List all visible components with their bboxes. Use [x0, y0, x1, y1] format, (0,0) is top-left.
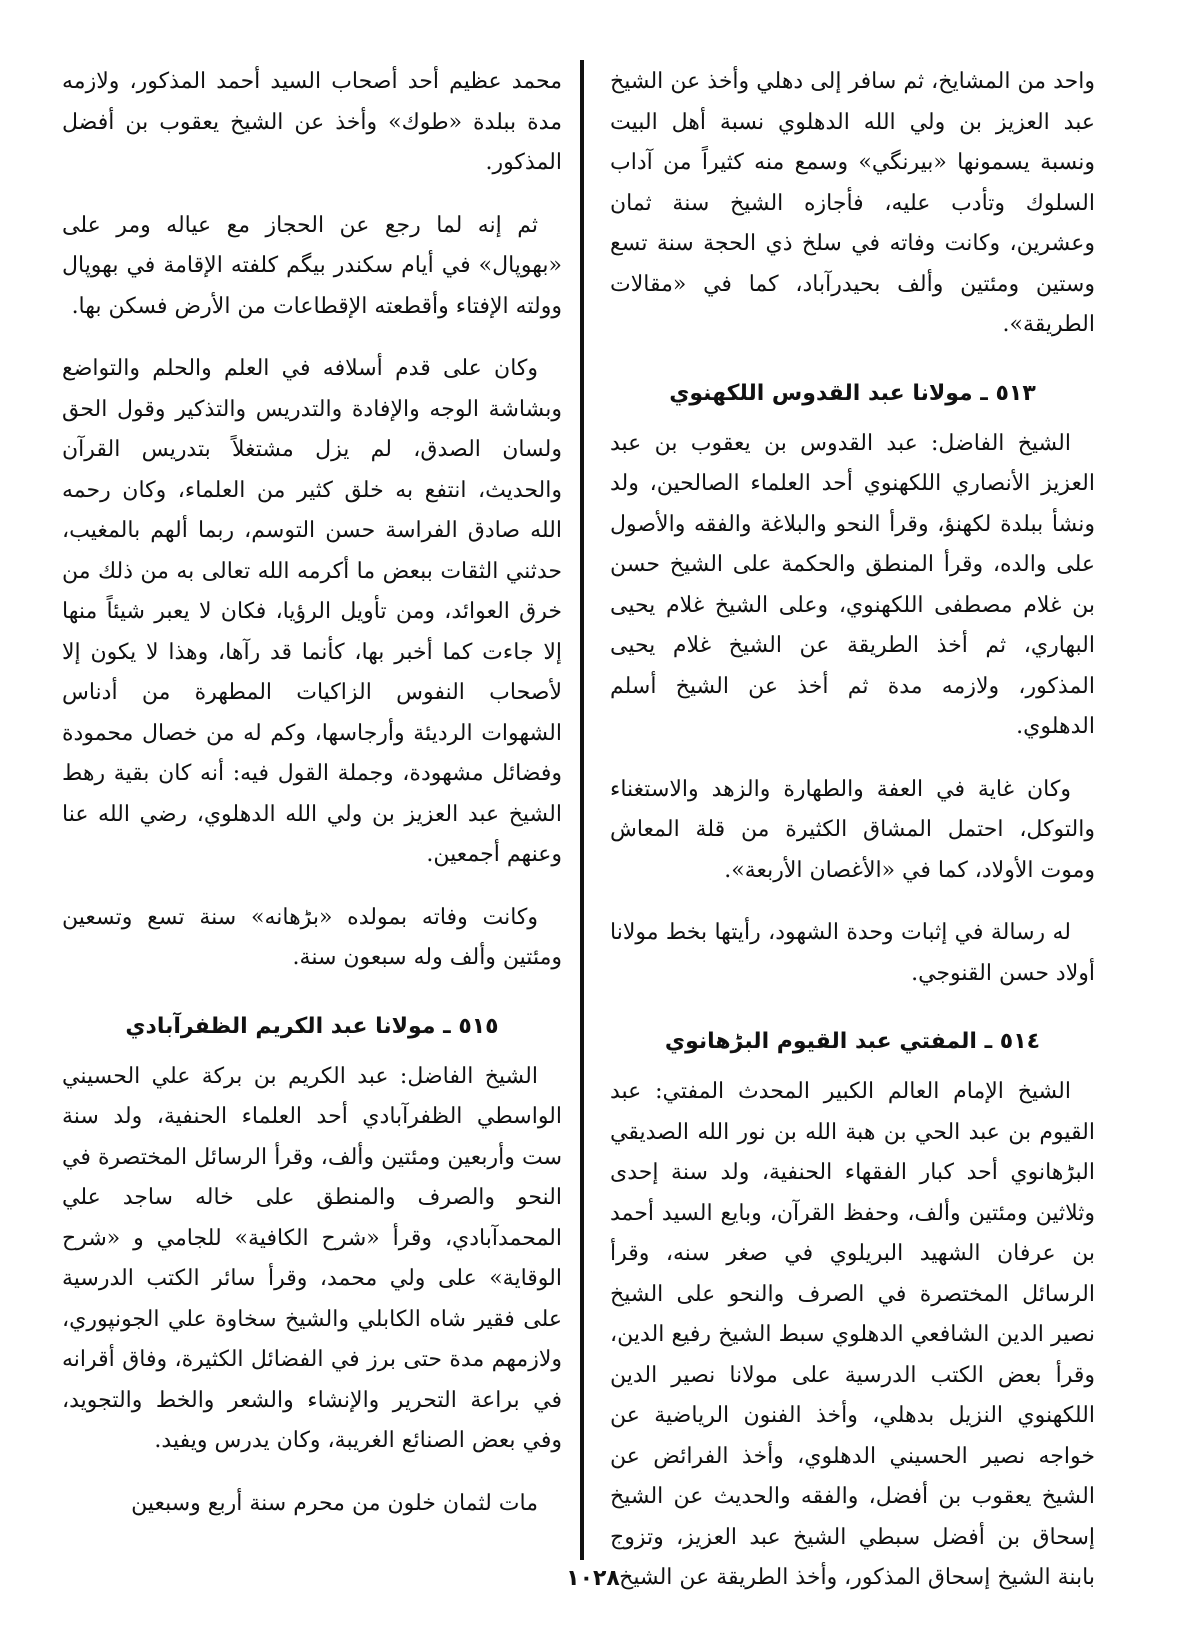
paragraph: وكانت وفاته بمولده «بڑهانه» سنة تسع وتسعين ومئتين وألف وله سبعون سنة.: [62, 904, 562, 970]
paragraph: الشيخ الإمام العالم الكبير المحدث المفتي: عبد القيوم بن عبد الحي بن هبة الله بن نور الله الصديقي البڑهانوي أحد كبار الفقهاء الحنفية، ولد سنة إحدى وثلاثين ومئتين وألف، وحفظ القرآن، وبايع السيد أحمد بن عرفان الشهيد البريلوي في صغر سنه، وقرأ الرسائل المختصرة في الصرف والنحو على الشيخ نصير الدين الشافعي الدهلوي سبط الشيخ رفيع الدين، وقرأ بعض الكتب الدرسية على مولانا نصير الدين اللكهنوي النزيل بدهلي، وأخذ الفنون الرياضية عن خواجه نصير الحسيني الدهلوي، وأخذ الفرائض عن الشيخ يعقوب بن أفضل، والفقه والحديث عن الشيخ إسحاق بن أفضل سبطي الشيخ عبد العزيز، وتزوج بابنة الشيخ إسحاق المذكور، وأخذ الطريقة عن الشيخ: [610, 1079, 1095, 1590]
page-number: ١٠٢٨: [566, 1566, 620, 1591]
entry-heading-514: ٥١٤ ـ المفتي عبد القيوم البڑهانوي: [664, 1029, 1041, 1054]
entry-heading-513: ٥١٣ ـ مولانا عبد القدوس اللكهنوي: [669, 380, 1036, 406]
paragraph: وكان على قدم أسلافه في العلم والحلم والتواضع وبشاشة الوجه والإفادة والتدريس والتذكير وقول الحق ولسان الصدق، لم يزل مشتغلاً بتدريس القرآن والحديث، انتفع به خلق كثير من العلماء، وكان رحمه الله صادق الفراسة حسن التوسم، ربما ألهم بالمغيب، حدثني الثقات ببعض ما أكرمه الله تعالى به من ذلك من خرق العوائد، ومن تأويل الرؤيا، فكان لا يعبر شيئاً منها إلا جاءت كما أخبر بها، كأنما قد رآها، وهذا لا يكون إلا لأصحاب النفوس الزاكيات المطهرة من أدناس الشهوات الرديئة وأرجاسها، وكم له من خصال محمودة وفضائل مشهودة، وجملة القول فيه: أنه كان بقية رهط الشيخ عبد العزيز بن ولي الله الدهلوي، رضي الله عنا وعنهم أجمعين.: [62, 356, 562, 867]
right-column: [610, 62, 1095, 1621]
left-column: [62, 62, 562, 1546]
paragraph: مات لثمان خلون من محرم سنة أربع وسبعين: [131, 1490, 538, 1516]
paragraph: ثم إنه لما رجع عن الحجاز مع عياله ومر على «بهوپال» في أيام سكندر بيگم كلفته الإقامة في بهوپال وولته الإفتاء وأقطعته الإقطاعات من الأرض فسكن بها.: [62, 212, 562, 319]
column-divider: [580, 60, 584, 1560]
paragraph: له رسالة في إثبات وحدة الشهود، رأيتها بخط مولانا أولاد حسن القنوجي.: [610, 920, 1095, 986]
paragraph: محمد عظيم أحد أصحاب السيد أحمد المذكور، ولازمه مدة ببلدة «طوك» وأخذ عن الشيخ يعقوب بن أفضل المذكور.: [62, 69, 562, 175]
paragraph: الشيخ الفاضل: عبد الكريم بن بركة علي الحسيني الواسطي الظفرآبادي أحد العلماء الحنفية، ولد سنة ست وأربعين ومئتين وألف، وقرأ الرسائل المختصرة في النحو والصرف والمنطق على خاله ساجد علي المحمدآبادي، وقرأ «شرح الكافية» للجامي و «شرح الوقاية» على ولي محمد، وقرأ سائر الكتب الدرسية على فقير شاه الكابلي والشيخ سخاوة علي الجونپوري، ولازمهم مدة حتى برز في الفضائل الكثيرة، وفاق أقرانه في براعة التحرير والإنشاء والشعر والخط والتجويد، وفي بعض الصنائع الغريبة، وكان يدرس ويفيد.: [62, 1063, 562, 1453]
paragraph: الشيخ الفاضل: عبد القدوس بن يعقوب بن عبد العزيز الأنصاري اللكهنوي أحد العلماء الصالحين، ولد ونشأ ببلدة لكهنؤ، وقرأ النحو والبلاغة والفقه والأصول على والده، وقرأ المنطق والحكمة على الشيخ حسن بن غلام مصطفى اللكهنوي، وعلى الشيخ غلام يحيى البهاري، ثم أخذ الطريقة عن الشيخ غلام يحيى المذكور، ولازمه مدة ثم أخذ عن الشيخ أسلم الدهلوي.: [610, 430, 1095, 739]
entry-heading-515: ٥١٥ ـ مولانا عبد الكريم الظفرآبادي: [125, 1013, 499, 1039]
paragraph: وكان غاية في العفة والطهارة والزهد والاستغناء والتوكل، احتمل المشاق الكثيرة من قلة المعاش وموت الأولاد، كما في «الأغصان الأربعة».: [610, 776, 1095, 883]
paragraph: واحد من المشايخ، ثم سافر إلى دهلي وأخذ عن الشيخ عبد العزيز بن ولي الله الدهلوي نسبة أهل البيت ونسبة يسمونها «بيرنگي» وسمع منه كثيراً من آداب السلوك وتأدب عليه، فأجازه الشيخ سنة ثمان وعشرين، وكانت وفاته في سلخ ذي الحجة سنة تسع وستين ومئتين وألف بحيدرآباد، كما في «مقالات الطريقة».: [610, 69, 1095, 337]
